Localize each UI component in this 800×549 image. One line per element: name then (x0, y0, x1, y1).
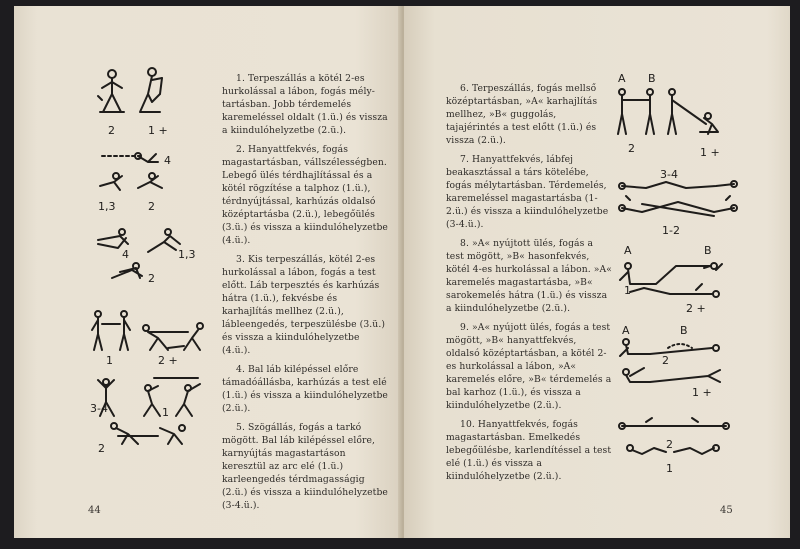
right-page-number: 45 (720, 505, 733, 516)
fig8-label-2: 2 + (686, 302, 706, 315)
fig8-label-1: 1 (624, 284, 631, 297)
fig5-label-34: 3-4 (90, 402, 108, 415)
fig5-label-1: 1 (162, 406, 169, 419)
fig7-label-34: 3-4 (660, 168, 678, 181)
figure-exercise-4 (88, 306, 218, 374)
exercise-8-text: 8. »A« nyújtott ülés, fogás a test mögött, »B« hasonfekvés, kötél 4-es hurkolással a lábon. »A« karemelés magastartásba, »B« sarokemelés hátra (1.ü.) és vissza a kiindulóhelyzetbe (2.ü.). (446, 238, 612, 314)
fig8-label-A: A (624, 244, 632, 257)
fig2-label-2: 2 (148, 200, 155, 213)
figure-exercise-10 (616, 414, 732, 482)
exercise-10-text: 10. Hanyattfekvés, fogás magastartásban. Emelkedés lebegőülésbe, karlendítéssel a test elé (1.ü.) és vissza a kiindulóhelyzetbe (2.ü.). (446, 419, 612, 482)
figure-exercise-2 (92, 142, 182, 222)
exercise-3-text: 3. Kis terpeszállás, kötél 2-es hurkolással a lábon, fogás a test előtt. Láb terpesztés és karhúzás hátra (1.ü.), fekvésbe és karhajlítás mellhez (2.ü.), lábleengedés, terpeszülésbe (3.ü.) és vissza a kiindulóhelyzetbe (4.ü.). (222, 254, 386, 356)
figure-exercise-7 (616, 164, 742, 244)
fig3-label-2: 2 (148, 272, 155, 285)
fig10-label-2: 2 (666, 438, 673, 451)
fig5-label-2: 2 (98, 442, 105, 455)
fig6-label-1: 1 + (700, 146, 720, 159)
fig6-label-A: A (618, 72, 626, 85)
fig7-label-12: 1-2 (662, 224, 680, 237)
left-page-number: 44 (88, 505, 101, 516)
fig1-label-1: 1 + (148, 124, 168, 137)
fig6-label-B: B (648, 72, 656, 85)
figure-exercise-8 (616, 240, 732, 320)
exercise-4-text: 4. Bal láb kilépéssel előre támadóállásba, karhúzás a test elé (1.ü.) és vissza a kiindulóhelyzetbe (2.ü.). (222, 364, 388, 414)
figure-exercise-3 (92, 222, 202, 298)
figure-exercise-9 (616, 320, 732, 404)
fig4-label-1: 1 (106, 354, 113, 367)
fig3-label-13: 1,3 (178, 248, 196, 261)
fig9-label-B: B (680, 324, 688, 337)
fig10-label-1: 1 (666, 462, 673, 475)
figure-exercise-5 (88, 372, 218, 460)
fig9-label-1: 1 + (692, 386, 712, 399)
fig9-label-A: A (622, 324, 630, 337)
fig8-label-B: B (704, 244, 712, 257)
exercise-5-text: 5. Szögállás, fogás a tarkó mögött. Bal láb kilépéssel előre, karnyújtás magastartáson keresztül az arc elé (1.ü.) karleengedés térdmagasságig (2.ü.) és vissza a kiindulóhelyzetbe (3-4.ü.). (222, 422, 388, 511)
fig4-label-2: 2 + (158, 354, 178, 367)
exercise-2-text: 2. Hanyattfekvés, fogás magastartásban, vállszélességben. Lebegő ülés térdhajlítással és a kötél rögzítése a talphoz (1.ü.), térdnyújtással, karhúzás oldalsó középtartásba (2.ü.), lebegőülés (3.ü.) és vissza a kiindulóhelyzetbe (4.ü.). (222, 144, 388, 246)
fig2-label-13: 1,3 (98, 200, 116, 213)
figure-exercise-6 (612, 70, 724, 164)
fig6-label-2: 2 (628, 142, 635, 155)
exercise-9-text: 9. »A« nyújott ülés, fogás a test mögött, »B« hanyattfekvés, oldalsó középtartásban, a kötél 2-es hurkolással a lábon, »A« karemelés előre, »B« térdemelés a bal karhoz (1.ü.), és vissza a kiindulóhelyzetbe (2.ü.). (446, 322, 612, 411)
fig1-label-2: 2 (108, 124, 115, 137)
exercise-7-text: 7. Hanyattfekvés, lábfej beakasztással a társ kötelébe, fogás mélytartásban. Térdemelés, karemeléssel magastartásba (1-2.ü.) és vissza a kiindulóhelyzetbe (3-4.ü.). (446, 154, 609, 230)
figure-exercise-1 (90, 64, 180, 144)
exercise-1-text: 1. Terpeszállás a kötél 2-es hurkolással a lábon, fogás mély-tartásban. Jobb térdemelés karemeléssel oldalt (1.ü.) és vissza a kiindulóhelyzetbe (2.ü.). (222, 73, 388, 136)
left-page-text (222, 72, 390, 518)
fig2-label-4: 4 (164, 154, 171, 167)
fig3-label-4: 4 (122, 248, 129, 261)
fig9-label-2: 2 (662, 354, 669, 367)
exercise-6-text: 6. Terpeszállás, fogás mellső középtartásban, »A« karhajlítás mellhez, »B« guggolás, tajajérintés a test előtt (1.ü.) és vissza (2.ü.). (446, 83, 598, 146)
right-page-text (446, 82, 612, 489)
